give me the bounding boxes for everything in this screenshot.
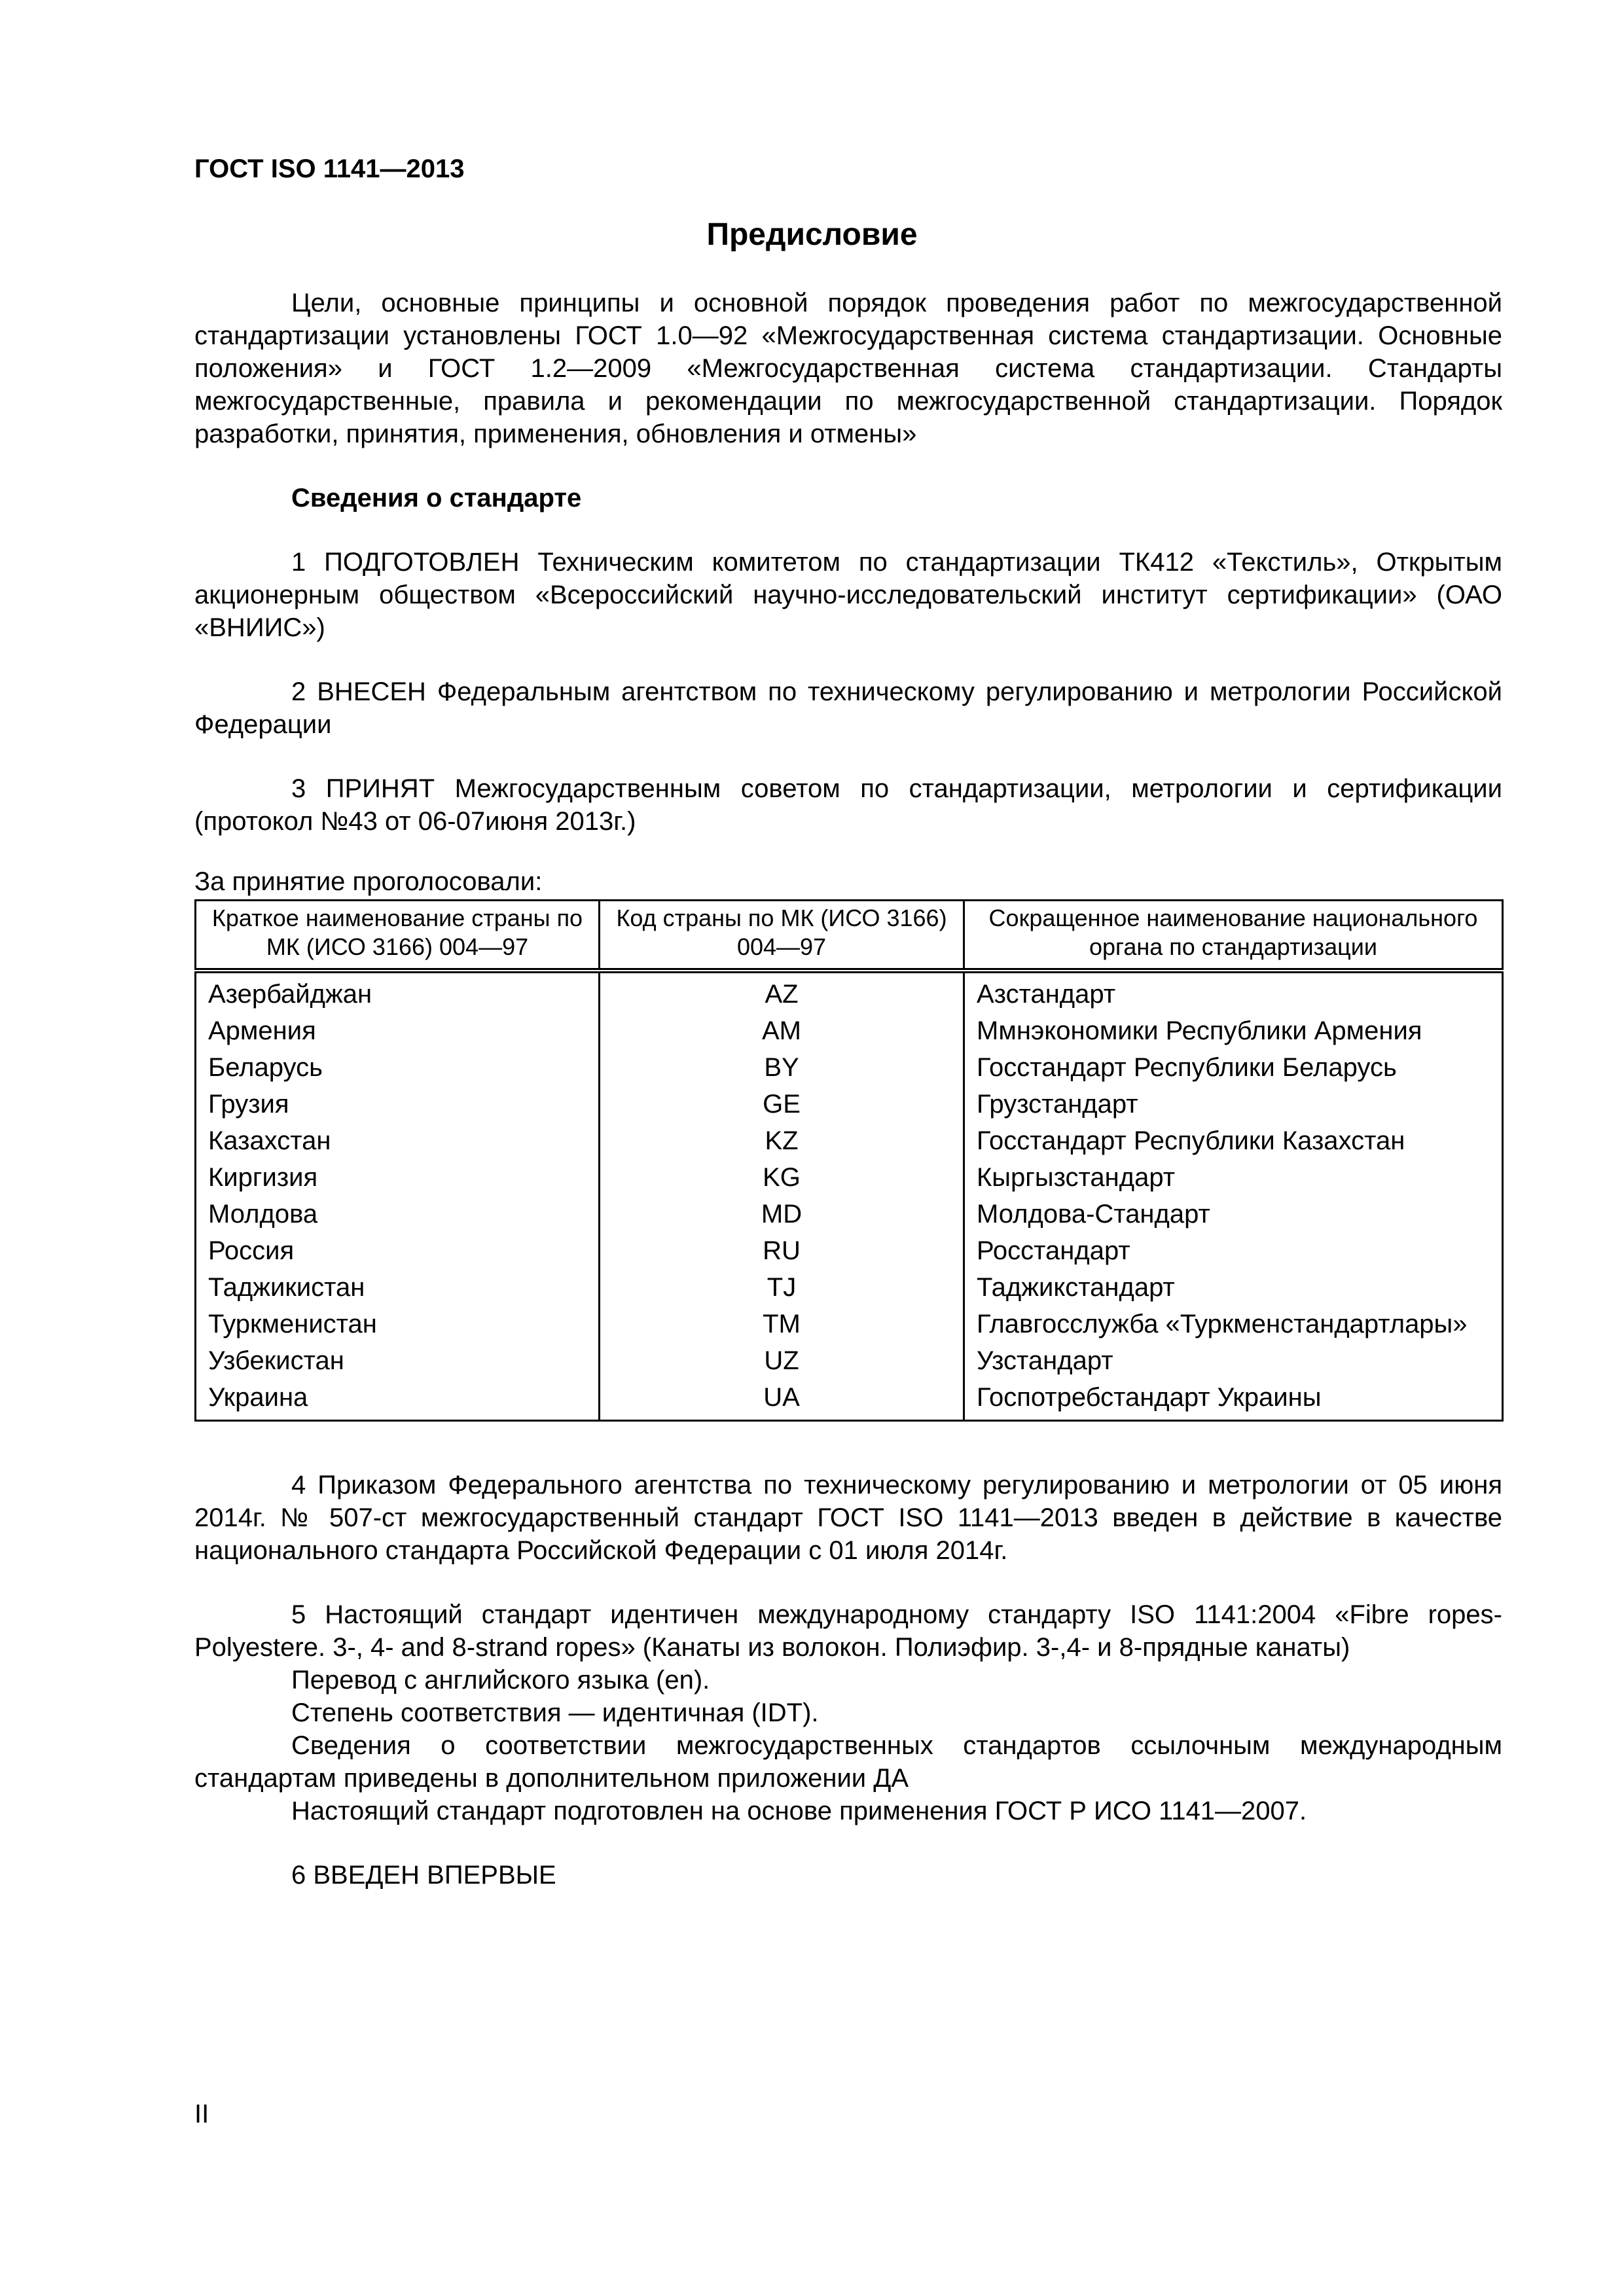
item-3-paragraph: 3 ПРИНЯТ Межгосударственным советом по стандартизации, метрологии и сертификации (протокол №43 от 06-07июня 2013г.): [194, 774, 1502, 836]
table-header-body: Сокращенное наименование национального органа по стандартизации: [964, 901, 1503, 971]
national-body-cell: Узстандарт: [964, 1342, 1503, 1379]
country-cell: Молдова: [196, 1196, 600, 1232]
country-cell: Таджикистан: [196, 1269, 600, 1306]
country-cell: Азербайджан: [196, 971, 600, 1013]
item-6-paragraph: 6 ВВЕДЕН ВПЕРВЫЕ: [291, 1861, 556, 1890]
item-5-translation: Перевод с английского языка (en).: [291, 1666, 710, 1695]
code-cell: TJ: [600, 1269, 964, 1306]
standard-code: ГОСТ ISO 1141—2013: [194, 154, 465, 183]
country-cell: Украина: [196, 1379, 600, 1421]
national-body-cell: Молдова-Стандарт: [964, 1196, 1503, 1232]
country-cell: Грузия: [196, 1086, 600, 1122]
code-cell: KG: [600, 1159, 964, 1196]
code-cell: UZ: [600, 1342, 964, 1379]
national-body-cell: Грузстандарт: [964, 1086, 1503, 1122]
national-body-cell: Росстандарт: [964, 1232, 1503, 1269]
item-5-degree: Степень соответствия — идентичная (IDT).: [291, 1698, 819, 1727]
table-row: [196, 971, 1503, 1013]
voting-table: [194, 899, 1504, 1422]
item-5-basis: Настоящий стандарт подготовлен на основе применения ГОСТ Р ИСО 1141—2007.: [291, 1797, 1307, 1825]
table-header-country: Краткое наименование страны по МК (ИСО 3166) 004—97: [196, 901, 600, 971]
country-cell: Узбекистан: [196, 1342, 600, 1379]
table-row: [196, 1232, 1503, 1269]
table-body: [196, 971, 1503, 1421]
item-2-paragraph: 2 ВНЕСЕН Федеральным агентством по техническому регулированию и метрологии Российской Федерации: [194, 677, 1502, 739]
page-content: [194, 287, 1502, 1892]
table-row: [196, 1159, 1503, 1196]
country-cell: Туркменистан: [196, 1306, 600, 1342]
table-row: [196, 1196, 1503, 1232]
code-cell: AM: [600, 1013, 964, 1049]
code-cell: RU: [600, 1232, 964, 1269]
table-header-code: Код страны по МК (ИСО 3166) 004—97: [600, 901, 964, 971]
code-cell: TM: [600, 1306, 964, 1342]
intro-paragraph: Цели, основные принципы и основной порядок проведения работ по межгосударственной стандартизации установлены ГОСТ 1.0—92 «Межгосударственная система стандартизации. Основные положения» и ГОСТ 1.2—2009 «Межгосударственная система стандартизации. Стандарты межгосударственные, правила и рекомендации по межгосударственной стандартизации. Порядок разработки, принятия, применения, обновления и отмены»: [194, 289, 1502, 448]
item-5-info: Сведения о соответствии межгосударственных стандартов ссылочным международным стандартам приведены в дополнительном приложении ДА: [194, 1731, 1502, 1793]
code-cell: BY: [600, 1049, 964, 1086]
table-row: [196, 1379, 1503, 1421]
table-row: [196, 1269, 1503, 1306]
code-cell: GE: [600, 1086, 964, 1122]
code-cell: AZ: [600, 971, 964, 1013]
national-body-cell: Кыргызстандарт: [964, 1159, 1503, 1196]
country-cell: Армения: [196, 1013, 600, 1049]
national-body-cell: Госстандарт Республики Беларусь: [964, 1049, 1503, 1086]
code-cell: UA: [600, 1379, 964, 1421]
country-cell: Россия: [196, 1232, 600, 1269]
table-row: [196, 1086, 1503, 1122]
table-row: [196, 1342, 1503, 1379]
section-heading: Сведения о стандарте: [291, 484, 582, 512]
national-body-cell: Азстандарт: [964, 971, 1503, 1013]
vote-caption: За принятие проголосовали:: [194, 867, 543, 896]
national-body-cell: Главгосслужба «Туркменстандартлары»: [964, 1306, 1503, 1342]
table-row: [196, 1013, 1503, 1049]
item-5-paragraph: 5 Настоящий стандарт идентичен международному стандарту ISO 1141:2004 «Fibre ropes-Polyestere. 3-, 4- and 8-strand ropes» (Канаты из волокон. Полиэфир. 3-,4- и 8-прядные канаты): [194, 1600, 1502, 1662]
national-body-cell: Госстандарт Республики Казахстан: [964, 1122, 1503, 1159]
table-row: [196, 1049, 1503, 1086]
item-4-paragraph: 4 Приказом Федерального агентства по техническому регулированию и метрологии от 05 июня 2014г. № 507-ст межгосударственный стандарт ГОСТ ISO 1141—2013 введен в действие в качестве национального стандарта Российской Федерации с 01 июля 2014г.: [194, 1471, 1502, 1565]
country-cell: Беларусь: [196, 1049, 600, 1086]
table-row: [196, 1306, 1503, 1342]
table-header-row: [196, 901, 1503, 971]
national-body-cell: Ммнэкономики Республики Армения: [964, 1013, 1503, 1049]
country-cell: Казахстан: [196, 1122, 600, 1159]
country-cell: Киргизия: [196, 1159, 600, 1196]
national-body-cell: Госпотребстандарт Украины: [964, 1379, 1503, 1421]
national-body-cell: Таджикстандарт: [964, 1269, 1503, 1306]
item-1-paragraph: 1 ПОДГОТОВЛЕН Техническим комитетом по стандартизации ТК412 «Текстиль», Открытым акционерным обществом «Всероссийский научно-исследовательский институт сертификации» (ОАО «ВНИИС»): [194, 548, 1502, 642]
code-cell: KZ: [600, 1122, 964, 1159]
page-title: Предисловие: [706, 217, 918, 252]
code-cell: MD: [600, 1196, 964, 1232]
table-row: [196, 1122, 1503, 1159]
page-number: II: [194, 2100, 209, 2128]
